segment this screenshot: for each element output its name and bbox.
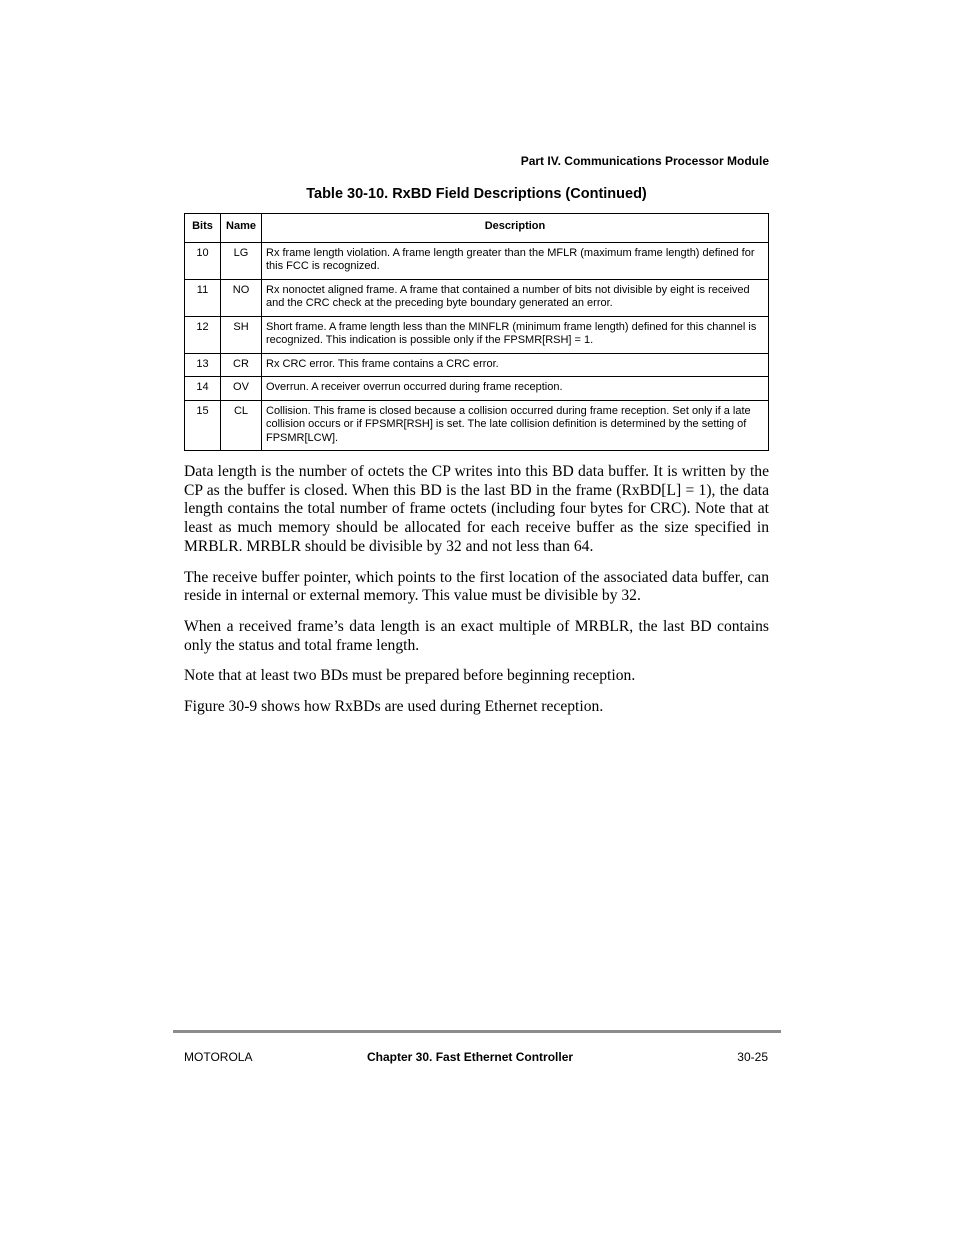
body-text: [184, 463, 769, 729]
column-header-name: Name: [221, 214, 262, 243]
cell-bits: 14: [185, 377, 221, 401]
table-row: [185, 279, 769, 316]
cell-description: Collision. This frame is closed because a collision occurred during frame reception. Set only if a late collision occurs or if FPSMR[RSH] is set. The late collision definition is determined by the setting of FPSMR[LCW].: [262, 400, 769, 451]
paragraph-data-length: Data length is the number of octets the CP writes into this BD data buffer. It is written by the CP as the buffer is closed. When this BD is the last BD in the frame (RxBD[L] = 1), the data length contains the total number of frame octets (including four bytes for CRC). Note that at least as much memory should be allocated for each receive buffer as the size specified in MRBLR. MRBLR should be divisible by 32 and not less than 64.: [184, 463, 769, 555]
cell-name: CL: [221, 400, 262, 451]
cell-name: NO: [221, 279, 262, 316]
cell-description: Short frame. A frame length less than the MINFLR (minimum frame length) defined for this channel is recognized. This indication is possible only if the FPSMR[RSH] = 1.: [262, 316, 769, 353]
cell-name: CR: [221, 353, 262, 377]
cell-bits: 10: [185, 242, 221, 279]
cell-name: LG: [221, 242, 262, 279]
paragraph-buffer-pointer: The receive buffer pointer, which points to the first location of the associated data buffer, can reside in internal or external memory. This value must be divisible by 32.: [184, 568, 769, 605]
cell-description: Rx frame length violation. A frame length greater than the MFLR (maximum frame length) defined for this FCC is recognized.: [262, 242, 769, 279]
cell-bits: 13: [185, 353, 221, 377]
footer-page-number: 30-25: [737, 1050, 768, 1064]
cell-description: Overrun. A receiver overrun occurred during frame reception.: [262, 377, 769, 401]
footer-company: MOTOROLA: [184, 1050, 253, 1064]
cell-description: Rx CRC error. This frame contains a CRC error.: [262, 353, 769, 377]
table-row: [185, 400, 769, 451]
paragraph-mrblr-multiple: When a received frame’s data length is an exact multiple of MRBLR, the last BD contains only the status and total frame length.: [184, 617, 769, 654]
cell-name: SH: [221, 316, 262, 353]
table-title: Table 30-10. RxBD Field Descriptions (Continued): [306, 186, 647, 202]
cell-bits: 15: [185, 400, 221, 451]
table-header-row: [185, 214, 769, 243]
paragraph-two-bds: Note that at least two BDs must be prepared before beginning reception.: [184, 667, 636, 685]
paragraph-figure-reference: Figure 30-9 shows how RxBDs are used during Ethernet reception.: [184, 698, 604, 716]
table-row: [185, 353, 769, 377]
cell-description: Rx nonoctet aligned frame. A frame that contained a number of bits not divisible by eight is received and the CRC check at the preceding byte boundary generated an error.: [262, 279, 769, 316]
table-row: [185, 377, 769, 401]
cell-bits: 11: [185, 279, 221, 316]
cell-bits: 12: [185, 316, 221, 353]
table-row: [185, 242, 769, 279]
cell-name: OV: [221, 377, 262, 401]
column-header-description: Description: [262, 214, 769, 243]
table-row: [185, 316, 769, 353]
running-header: Part IV. Communications Processor Module: [520, 154, 769, 168]
rxbd-field-table: [184, 213, 769, 451]
footer-rule: [173, 1030, 781, 1033]
column-header-bits: Bits: [185, 214, 221, 243]
footer-chapter: Chapter 30. Fast Ethernet Controller: [367, 1050, 574, 1064]
